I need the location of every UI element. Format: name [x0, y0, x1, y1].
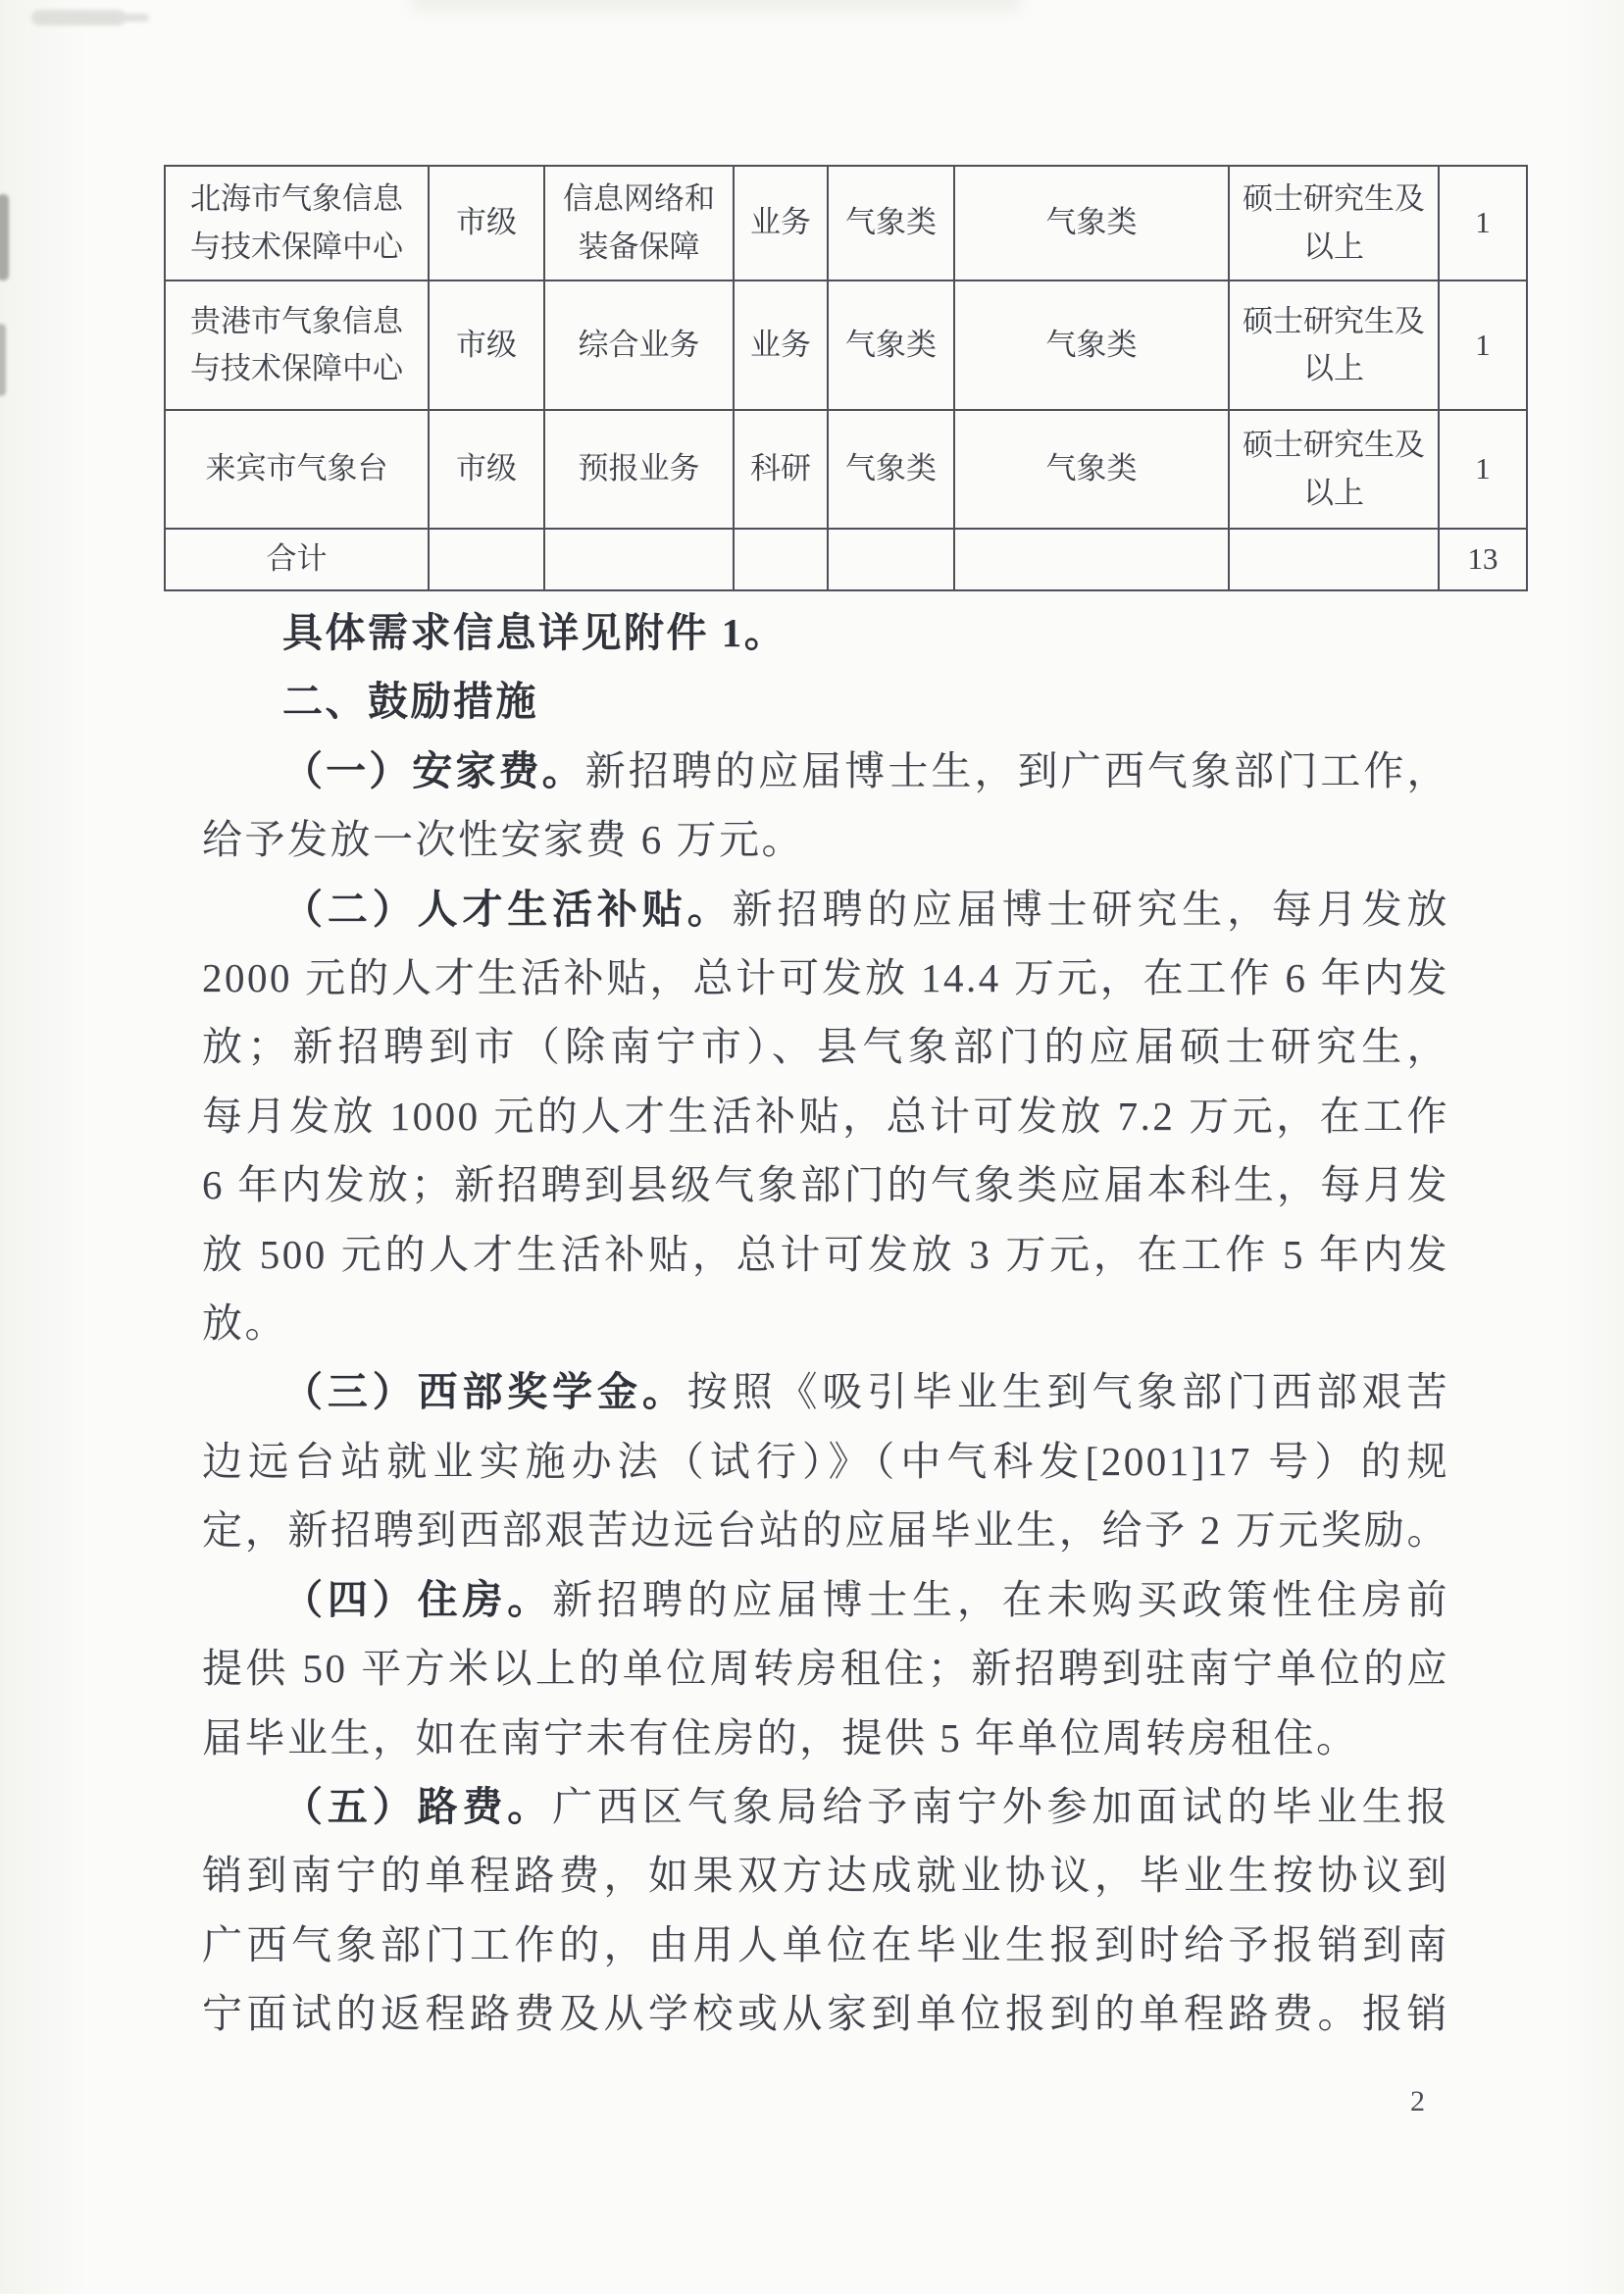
body-line: 放 500 元的人才生活补贴，总计可发放 3 万元，在工作 5 年内发	[202, 1231, 1449, 1277]
table-cell-level: 市级	[429, 166, 544, 280]
table-cell-post: 预报业务	[544, 410, 734, 529]
scan-smudge	[412, 0, 1020, 12]
table-cell-unit: 贵港市气象信息与技术保障中心	[165, 280, 429, 410]
table-cell-type: 业务	[734, 280, 828, 410]
body-line: 宁面试的返程路费及从学校或从家到单位报到的单程路费。报销	[202, 1991, 1449, 2037]
table-cell-major2: 气象类	[954, 166, 1229, 280]
table-cell-unit: 来宾市气象台	[165, 410, 429, 529]
body-line: 提供 50 平方米以上的单位周转房租住；新招聘到驻南宁单位的应	[202, 1646, 1449, 1692]
table-cell-major: 气象类	[828, 410, 954, 529]
table-cell-major: 气象类	[828, 280, 954, 410]
body-line: （二）人才生活补贴。新招聘的应届博士研究生，每月发放	[282, 886, 1450, 932]
scan-smudge	[116, 14, 149, 22]
table-cell-major2: 气象类	[954, 280, 1229, 410]
body-line: 放；新招聘到市（除南宁市）、县气象部门的应届硕士研究生，	[202, 1024, 1449, 1070]
table-cell	[734, 529, 828, 590]
table-cell-type: 业务	[734, 166, 828, 280]
table-cell-unit: 北海市气象信息与技术保障中心	[165, 166, 429, 280]
table-row	[165, 410, 1527, 529]
body-line: 放。	[202, 1300, 287, 1347]
body-line: 给予发放一次性安家费 6 万元。	[202, 817, 804, 863]
body-line: 每月发放 1000 元的人才生活补贴，总计可发放 7.2 万元，在工作	[202, 1093, 1449, 1139]
table-cell-major2: 气象类	[954, 410, 1229, 529]
table-cell	[544, 529, 734, 590]
table-cell-total-count: 13	[1439, 529, 1527, 590]
body-line: 6 年内发放；新招聘到县级气象部门的气象类应届本科生，每月发	[202, 1162, 1449, 1208]
vacancy-table	[164, 165, 1528, 591]
body-line: （四）住房。新招聘的应届博士生，在未购买政策性住房前	[282, 1576, 1450, 1622]
body-line: 届毕业生，如在南宁未有住房的，提供 5 年单位周转房租住。	[202, 1714, 1359, 1760]
table-cell-post: 信息网络和装备保障	[544, 166, 734, 280]
table-cell	[954, 529, 1229, 590]
table-cell-degree: 硕士研究生及以上	[1229, 280, 1439, 410]
table-cell-degree: 硕士研究生及以上	[1229, 166, 1439, 280]
body-line: 定，新招聘到西部艰苦边远台站的应届毕业生，给予 2 万元奖励。	[202, 1507, 1449, 1554]
table-cell-level: 市级	[429, 410, 544, 529]
body-line: （五）路费。广西区气象局给予南宁外参加面试的毕业生报	[282, 1783, 1450, 1829]
table-row	[165, 166, 1527, 280]
table-cell-count: 1	[1439, 410, 1527, 529]
scan-edge-mark	[0, 324, 6, 396]
body-line: 具体需求信息详见附件 1。	[282, 610, 787, 655]
table-cell-post: 综合业务	[544, 280, 734, 410]
body-line: 2000 元的人才生活补贴，总计可发放 14.4 万元，在工作 6 年内发	[202, 955, 1449, 1001]
page-number: 2	[1410, 2085, 1425, 2117]
body-line: 边远台站就业实施办法（试行）》（中气科发[2001]17 号）的规	[202, 1438, 1449, 1484]
section-heading: 二、鼓励措施	[282, 679, 538, 725]
table-row	[165, 280, 1527, 410]
table-cell	[828, 529, 954, 590]
body-line: （一）安家费。新招聘的应届博士生，到广西气象部门工作，	[282, 747, 1450, 793]
table-cell-level: 市级	[429, 280, 544, 410]
table-cell	[429, 529, 544, 590]
body-line: （三）西部奖学金。按照《吸引毕业生到气象部门西部艰苦	[282, 1369, 1450, 1415]
table-cell-major: 气象类	[828, 166, 954, 280]
table-cell-count: 1	[1439, 280, 1527, 410]
table-cell-total-label: 合计	[165, 529, 429, 590]
table-cell	[1229, 529, 1439, 590]
table-cell-degree: 硕士研究生及以上	[1229, 410, 1439, 529]
scan-smudge	[31, 10, 126, 25]
scan-edge-mark	[0, 194, 9, 280]
body-line: 广西气象部门工作的，由用人单位在毕业生报到时给予报销到南	[202, 1921, 1449, 1967]
table-cell-count: 1	[1439, 166, 1527, 280]
document-body	[202, 598, 1449, 2049]
body-line: 销到南宁的单程路费，如果双方达成就业协议，毕业生按协议到	[202, 1853, 1449, 1899]
table-cell-type: 科研	[734, 410, 828, 529]
table-row-total	[165, 529, 1527, 590]
